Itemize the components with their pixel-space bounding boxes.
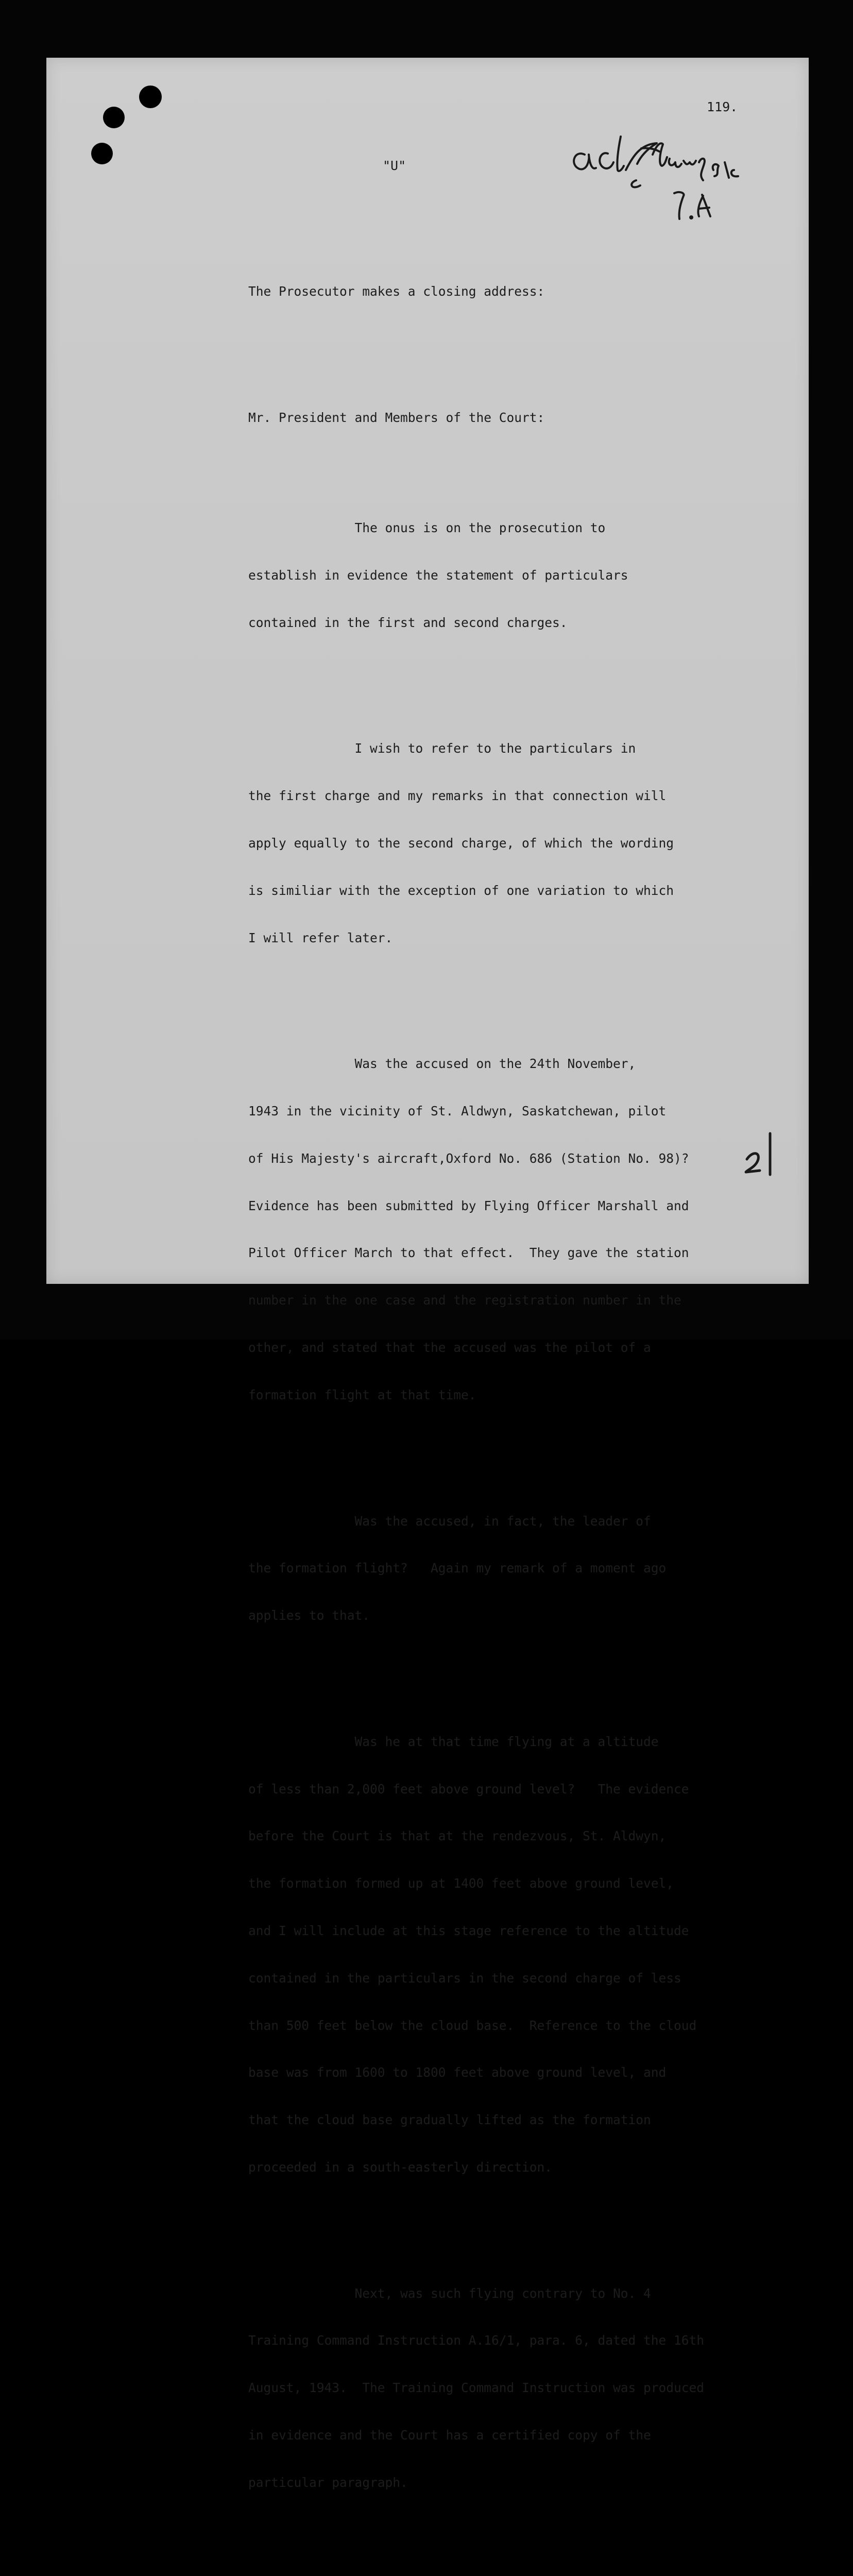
text-line: August, 1943. The Training Command Instruction was produced [248, 2380, 705, 2396]
text-line: Pilot Officer March to that effect. They gave the station [248, 1245, 689, 1261]
text-line: before the Court is that at the rendezvous, St. Aldwyn, [248, 1828, 667, 1844]
text-line: The onus is on the prosecution to [248, 520, 606, 536]
text-line: Training Command Instruction A.16/1, para. 6, dated the 16th [248, 2333, 705, 2348]
page-number: 119. [707, 99, 738, 114]
text-line: establish in evidence the statement of particulars [248, 567, 628, 583]
text-line: in evidence and the Court has a certified copy of the [248, 2427, 651, 2443]
text-line: I will refer later. [248, 930, 393, 945]
text-line: and I will include at this stage reference to the altitude [248, 1923, 689, 1938]
paragraph [248, 2270, 774, 2521]
paragraph [248, 1498, 774, 1654]
text-line: Was the accused on the 24th November, [248, 1056, 636, 1072]
paragraph [248, 725, 774, 977]
punch-hole [103, 107, 125, 128]
text-line: particular paragraph. [248, 2475, 408, 2490]
text-line: contained in the first and second charges. [248, 615, 568, 630]
text-line: of His Majesty's aircraft,Oxford No. 686 (Station No. 98)? [248, 1150, 689, 1166]
text-line: contained in the particulars in the second charge of less [248, 1970, 681, 1986]
text-line: apply equally to the second charge, of which the wording [248, 835, 674, 851]
text-line: applies to that. [248, 1608, 370, 1623]
text-line: number in the one case and the registration number in the [248, 1293, 681, 1308]
text-line: of less than 2,000 feet above ground level? The evidence [248, 1781, 689, 1797]
salutation: Mr. President and Members of the Court: [248, 410, 545, 425]
text-line: Was the accused, in fact, the leader of [248, 1513, 651, 1529]
text-line: I wish to refer to the particulars in [248, 741, 636, 756]
text-line: is similiar with the exception of one variation to which [248, 883, 674, 898]
text-line: proceeded in a south-easterly direction. [248, 2159, 553, 2175]
text-line: the formation formed up at 1400 feet above ground level, [248, 1876, 674, 1891]
punch-hole [91, 143, 113, 164]
text-line: Evidence has been submitted by Flying Officer Marshall and [248, 1198, 689, 1213]
text-line: formation flight at that time. [248, 1387, 476, 1402]
text-line: the formation flight? Again my remark of a moment ago [248, 1561, 667, 1576]
handwritten-signature [564, 134, 760, 232]
text-line: that the cloud base gradually lifted as the formation [248, 2112, 651, 2128]
paragraph [248, 505, 774, 662]
text-line: Was he at that time flying at a altitude [248, 1734, 659, 1749]
section-mark: "U" [383, 158, 406, 173]
punch-hole [139, 86, 162, 108]
text-line: base was from 1600 to 1800 feet above ground level, and [248, 2065, 667, 2080]
paragraph [248, 1041, 774, 1434]
typed-body [248, 252, 774, 2576]
text-line: other, and stated that the accused was the pilot of a [248, 1340, 651, 1355]
text-line: than 500 feet below the cloud base. Reference to the cloud [248, 2018, 697, 2033]
intro-line: The Prosecutor makes a closing address: [248, 284, 545, 299]
paragraph [248, 1718, 774, 2206]
text-line: Next, was such flying contrary to No. 4 [248, 2285, 651, 2301]
text-line: the first charge and my remarks in that connection will [248, 788, 667, 804]
text-line: 1943 in the vicinity of St. Aldwyn, Saskatchewan, pilot [248, 1104, 667, 1119]
